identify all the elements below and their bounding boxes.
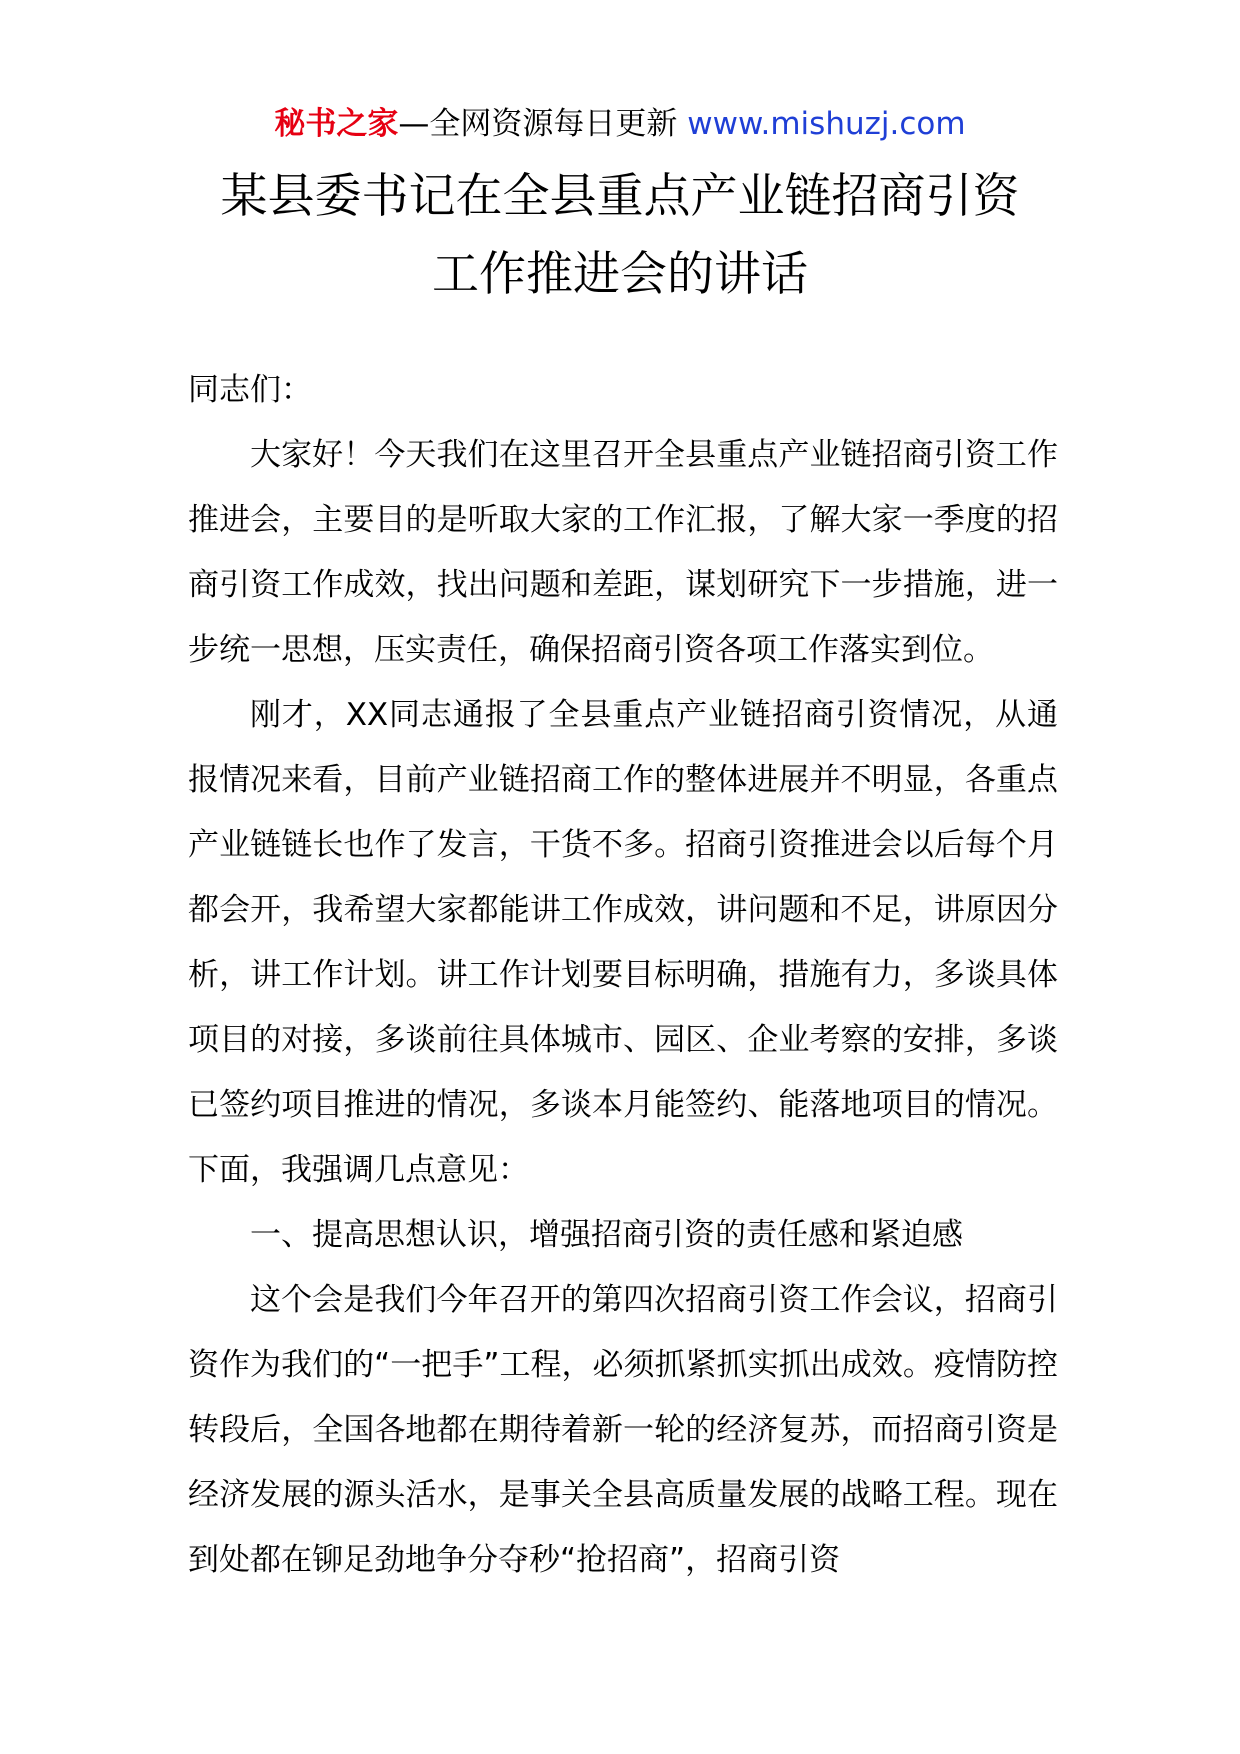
paragraph-intro: 大家好！今天我们在这里召开全县重点产业链招商引资工作推进会，主要目的是听取大家的工作汇报，了解大家一季度的招商引资工作成效，找出问题和差距，谋划研究下一步措施，进一步统一思想，压实责任，确保招商引资各项工作落实到位。	[188, 437, 1058, 668]
title-line-1: 某县委书记在全县重点产业链招商引资	[220, 169, 1020, 224]
section-heading-1: 一、提高思想认识，增强招商引资的责任感和紧迫感	[250, 1217, 963, 1253]
document-body	[188, 358, 1058, 1593]
site-url: www.mishuzj.com	[687, 106, 966, 142]
site-banner	[0, 100, 1240, 148]
paragraph-review: 刚才，XX同志通报了全县重点产业链招商引资情况，从通报情况来看，目前产业链招商工作的整体进展并不明显，各重点产业链链长也作了发言，干货不多。招商引资推进会以后每个月都会开，我希望大家都能讲工作成效，讲问题和不足，讲原因分析，讲工作计划。讲工作计划要目标明确，措施有力，多谈具体项目的对接，多谈前往具体城市、园区、企业考察的安排，多谈已签约项目推进的情况，多谈本月能签约、能落地项目的情况。下面，我强调几点意见：	[188, 697, 1058, 1188]
paragraph-section-1: 这个会是我们今年召开的第四次招商引资工作会议，招商引资作为我们的“一把手”工程，必须抓紧抓实抓出成效。疫情防控转段后，全国各地都在期待着新一轮的经济复苏，而招商引资是经济发展的源头活水，是事关全县高质量发展的战略工程。现在到处都在铆足劲地争分夺秒“抢招商”，招商引资	[188, 1282, 1058, 1578]
title-line-2: 工作推进会的讲话	[432, 247, 808, 302]
document-title	[0, 158, 1240, 314]
banner-slogan: —全网资源每日更新	[398, 106, 688, 142]
brand-name: 秘书之家	[274, 106, 399, 142]
salutation: 同志们：	[188, 372, 312, 408]
